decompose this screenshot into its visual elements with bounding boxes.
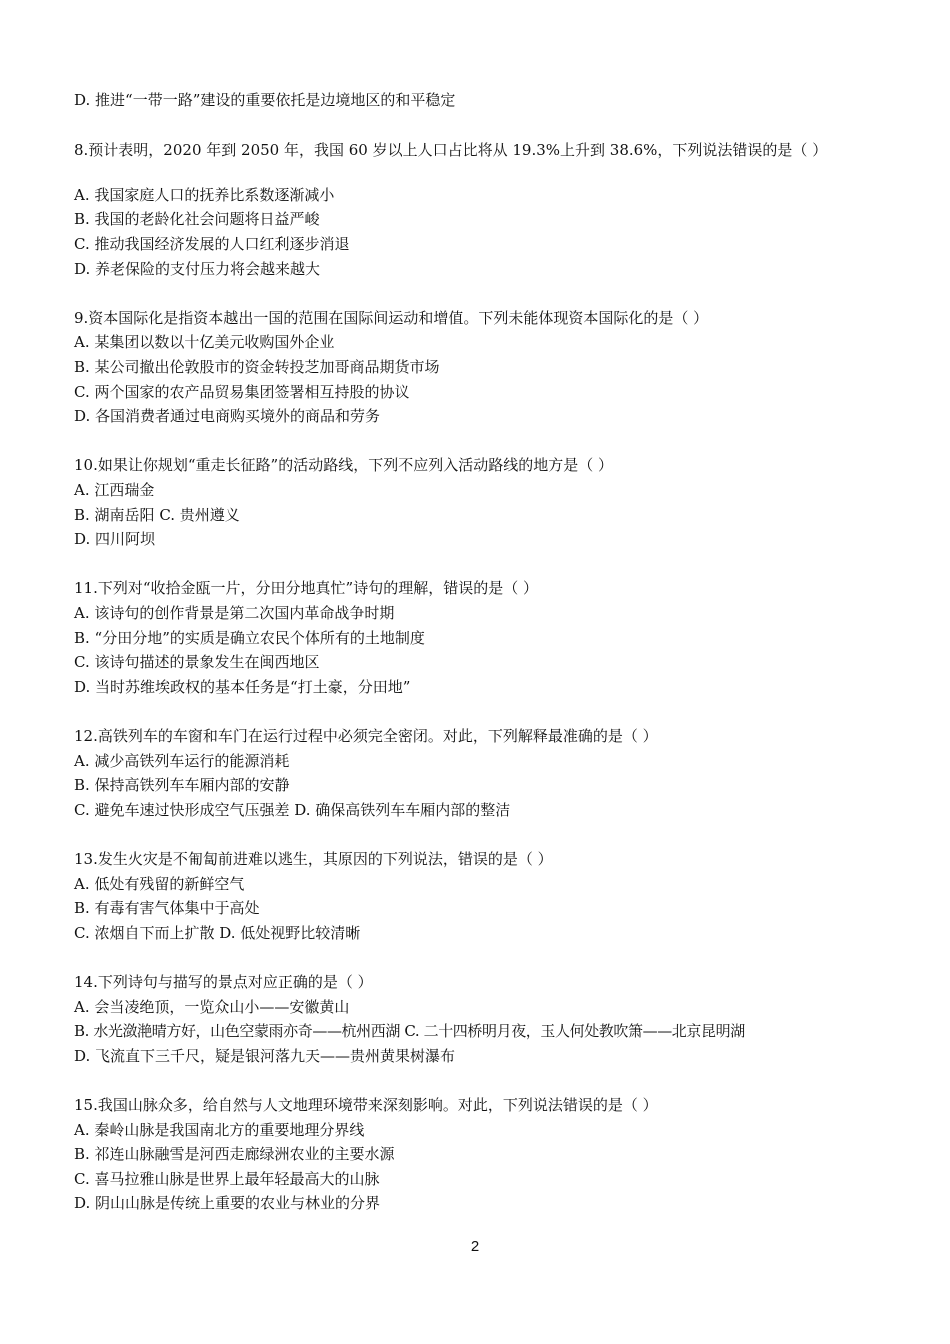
- q10-option-d: D. 四川阿坝: [74, 530, 156, 548]
- q12-stem: 12.高铁列车的车窗和车门在运行过程中必须完全密闭。对此，下列解释最准确的是（ ）: [74, 727, 658, 745]
- q15-option-a: A. 秦岭山脉是我国南北方的重要地理分界线: [74, 1121, 365, 1139]
- q10-option-a: A. 江西瑞金: [74, 481, 155, 499]
- q13-option-a: A. 低处有残留的新鲜空气: [74, 875, 245, 893]
- q10-option-b-c: B. 湖南岳阳 C. 贵州遵义: [74, 506, 240, 524]
- q15-stem: 15.我国山脉众多，给自然与人文地理环境带来深刻影响。对此，下列说法错误的是（ ）: [74, 1096, 658, 1114]
- q11-option-d: D. 当时苏维埃政权的基本任务是“打土豪，分田地”: [74, 678, 411, 696]
- q9-option-b: B. 某公司撤出伦敦股市的资金转投芝加哥商品期货市场: [74, 358, 440, 376]
- q7-option-d: D. 推进“一带一路”建设的重要依托是边境地区的和平稳定: [74, 91, 456, 109]
- q9-option-a: A. 某集团以数以十亿美元收购国外企业: [74, 333, 335, 351]
- q11-option-b: B. “分田分地”的实质是确立农民个体所有的土地制度: [74, 629, 425, 647]
- q11-option-a: A. 该诗句的创作背景是第二次国内革命战争时期: [74, 604, 395, 622]
- q14-option-d: D. 飞流直下三千尺，疑是银河落九天——贵州黄果树瀑布: [74, 1047, 456, 1065]
- q8-option-d: D. 养老保险的支付压力将会越来越大: [74, 260, 321, 278]
- q8-option-a: A. 我国家庭人口的抚养比系数逐渐减小: [74, 186, 335, 204]
- q8-option-c: C. 推动我国经济发展的人口红利逐步消退: [74, 235, 350, 253]
- q11-option-c: C. 该诗句描述的景象发生在闽西地区: [74, 653, 320, 671]
- q13-option-b: B. 有毒有害气体集中于高处: [74, 899, 260, 917]
- q8-option-b: B. 我国的老龄化社会问题将日益严峻: [74, 210, 320, 228]
- page-number: 2: [470, 1238, 480, 1255]
- q15-option-b: B. 祁连山脉融雪是河西走廊绿洲农业的主要水源: [74, 1145, 395, 1163]
- q9-option-d: D. 各国消费者通过电商购买境外的商品和劳务: [74, 407, 381, 425]
- q11-stem: 11.下列对“收拾金瓯一片，分田分地真忙”诗句的理解，错误的是（ ）: [74, 579, 538, 597]
- q15-option-d: D. 阴山山脉是传统上重要的农业与林业的分界: [74, 1194, 381, 1212]
- q12-option-c-d: C. 避免车速过快形成空气压强差 D. 确保高铁列车车厢内部的整洁: [74, 801, 511, 819]
- q15-option-c: C. 喜马拉雅山脉是世界上最年轻最高大的山脉: [74, 1170, 380, 1188]
- q12-option-a: A. 减少高铁列车运行的能源消耗: [74, 752, 290, 770]
- q13-stem: 13.发生火灾是不匍匐前进难以逃生，其原因的下列说法，错误的是（ ）: [74, 850, 553, 868]
- q12-option-b: B. 保持高铁列车车厢内部的安静: [74, 776, 290, 794]
- q9-option-c: C. 两个国家的农产品贸易集团签署相互持股的协议: [74, 383, 410, 401]
- q9-stem: 9.资本国际化是指资本越出一国的范围在国际间运动和增值。下列未能体现资本国际化的是（ ）: [74, 309, 709, 327]
- q14-option-a: A. 会当凌绝顶，一览众山小——安徽黄山: [74, 998, 350, 1016]
- q14-option-b-c: B. 水光潋滟晴方好，山色空蒙雨亦奇——杭州西湖 C. 二十四桥明月夜，玉人何处教吹箫——北京昆明湖: [74, 1022, 745, 1040]
- q14-stem: 14.下列诗句与描写的景点对应正确的是（ ）: [74, 973, 373, 991]
- q13-option-c-d: C. 浓烟自下而上扩散 D. 低处视野比较清晰: [74, 924, 361, 942]
- q8-stem: 8.预计表明，2020 年到 2050 年，我国 60 岁以上人口占比将从 19.3%上升到 38.6%，下列说法错误的是（ ）: [74, 141, 828, 159]
- q10-stem: 10.如果让你规划“重走长征路”的活动路线，下列不应列入活动路线的地方是（ ）: [74, 456, 613, 474]
